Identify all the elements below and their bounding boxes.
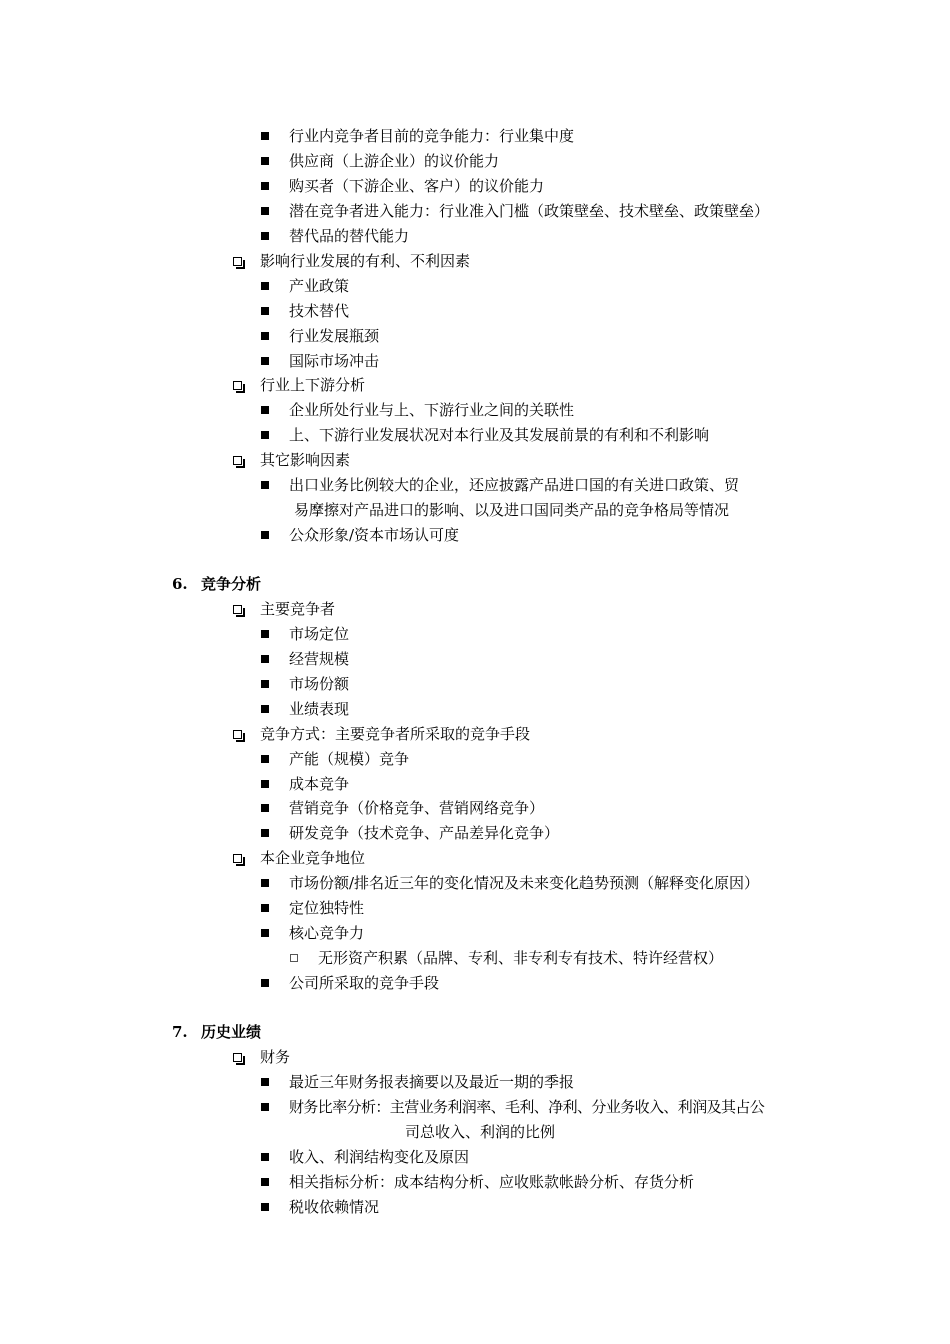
filled-square-bullet-icon: [261, 705, 269, 713]
list-item-text: 替代品的替代能力: [289, 227, 410, 245]
list-item-text: 技术替代: [289, 302, 350, 320]
filled-square-bullet-icon: [261, 307, 269, 315]
filled-square-bullet-icon: [261, 157, 269, 165]
filled-square-bullet-icon: [261, 1103, 269, 1111]
list-item-text: 主要竞争者: [260, 600, 336, 618]
checkbox-bullet-icon: [233, 1053, 242, 1062]
filled-square-bullet-icon: [261, 182, 269, 190]
filled-square-bullet-icon: [261, 1078, 269, 1086]
filled-square-bullet-icon: [261, 332, 269, 340]
filled-square-bullet-icon: [261, 804, 269, 812]
list-item-text: 市场份额: [289, 675, 350, 693]
list-item-text: 成本竞争: [289, 775, 350, 793]
filled-square-bullet-icon: [261, 879, 269, 887]
section-number: 6.: [172, 575, 188, 593]
list-item-text: 本企业竞争地位: [260, 849, 366, 867]
list-item-text: 其它影响因素: [260, 451, 351, 469]
list-item-text: 市场定位: [289, 625, 350, 643]
list-item-text: 相关指标分析：成本结构分析、应收账款帐龄分析、存货分析: [289, 1173, 695, 1191]
filled-square-bullet-icon: [261, 207, 269, 215]
list-item-text: 营销竞争（价格竞争、营销网络竞争）: [289, 799, 545, 817]
checkbox-bullet-icon: [233, 730, 242, 739]
filled-square-bullet-icon: [261, 829, 269, 837]
filled-square-bullet-icon: [261, 1203, 269, 1211]
filled-square-bullet-icon: [261, 431, 269, 439]
filled-square-bullet-icon: [261, 481, 269, 489]
section-number: 7.: [172, 1023, 188, 1041]
list-item-text: 国际市场冲击: [289, 352, 380, 370]
checkbox-bullet-icon: [233, 605, 242, 614]
filled-square-bullet-icon: [261, 357, 269, 365]
list-item-text: 财务: [260, 1048, 291, 1066]
list-item-continuation: 司总收入、利润的比例: [405, 1123, 556, 1141]
filled-square-bullet-icon: [261, 531, 269, 539]
section-title: 竞争分析: [201, 575, 262, 593]
checkbox-bullet-icon: [233, 381, 242, 390]
list-item-text: 财务比率分析：主营业务利润率、毛利、净利、分业务收入、利润及其占公: [289, 1098, 765, 1116]
list-item-text: 产业政策: [289, 277, 350, 295]
filled-square-bullet-icon: [261, 1153, 269, 1161]
list-item-text: 上、下游行业发展状况对本行业及其发展前景的有利和不利影响: [289, 426, 710, 444]
list-item-text: 影响行业发展的有利、不利因素: [260, 252, 471, 270]
checkbox-bullet-icon: [233, 257, 242, 266]
filled-square-bullet-icon: [261, 979, 269, 987]
filled-square-bullet-icon: [261, 1178, 269, 1186]
list-item-text: 研发竞争（技术竞争、产品差异化竞争）: [289, 824, 560, 842]
list-item-continuation: 易摩擦对产品进口的影响、以及进口国同类产品的竞争格局等情况: [294, 501, 730, 519]
list-item-text: 税收依赖情况: [289, 1198, 380, 1216]
list-item-text: 购买者（下游企业、客户）的议价能力: [289, 177, 545, 195]
filled-square-bullet-icon: [261, 755, 269, 763]
list-item-text: 潜在竞争者进入能力：行业准入门槛（政策壁垒、技术壁垒、政策壁垒）: [289, 202, 770, 220]
list-item-text: 企业所处行业与上、下游行业之间的关联性: [289, 401, 575, 419]
list-item-text: 业绩表现: [289, 700, 350, 718]
list-item-text: 竞争方式：主要竞争者所采取的竞争手段: [260, 725, 531, 743]
list-item-text: 行业上下游分析: [260, 376, 366, 394]
list-item-text: 定位独特性: [289, 899, 365, 917]
checkbox-bullet-icon: [233, 456, 242, 465]
filled-square-bullet-icon: [261, 406, 269, 414]
list-item-text: 出口业务比例较大的企业，还应披露产品进口国的有关进口政策、贸: [289, 476, 740, 494]
filled-square-bullet-icon: [261, 282, 269, 290]
filled-square-bullet-icon: [261, 929, 269, 937]
filled-square-bullet-icon: [261, 655, 269, 663]
list-item-text: 市场份额/排名近三年的变化情况及未来变化趋势预测（解释变化原因）: [289, 874, 760, 892]
list-item-text: 行业内竞争者目前的竞争能力：行业集中度: [289, 127, 575, 145]
filled-square-bullet-icon: [261, 630, 269, 638]
list-item-text: 收入、利润结构变化及原因: [289, 1148, 470, 1166]
list-item-text: 无形资产积累（品牌、专利、非专利专有技术、特许经营权）: [318, 949, 724, 967]
hollow-square-bullet-icon: [290, 954, 298, 962]
list-item-text: 产能（规模）竞争: [289, 750, 410, 768]
filled-square-bullet-icon: [261, 680, 269, 688]
list-item-text: 公众形象/资本市场认可度: [289, 526, 460, 544]
list-item-text: 行业发展瓶颈: [289, 327, 380, 345]
list-item-text: 公司所采取的竞争手段: [289, 974, 440, 992]
list-item-text: 核心竞争力: [289, 924, 365, 942]
filled-square-bullet-icon: [261, 232, 269, 240]
list-item-text: 经营规模: [289, 650, 350, 668]
filled-square-bullet-icon: [261, 780, 269, 788]
list-item-text: 最近三年财务报表摘要以及最近一期的季报: [289, 1073, 575, 1091]
checkbox-bullet-icon: [233, 854, 242, 863]
list-item-text: 供应商（上游企业）的议价能力: [289, 152, 500, 170]
filled-square-bullet-icon: [261, 904, 269, 912]
filled-square-bullet-icon: [261, 132, 269, 140]
section-title: 历史业绩: [201, 1023, 262, 1041]
